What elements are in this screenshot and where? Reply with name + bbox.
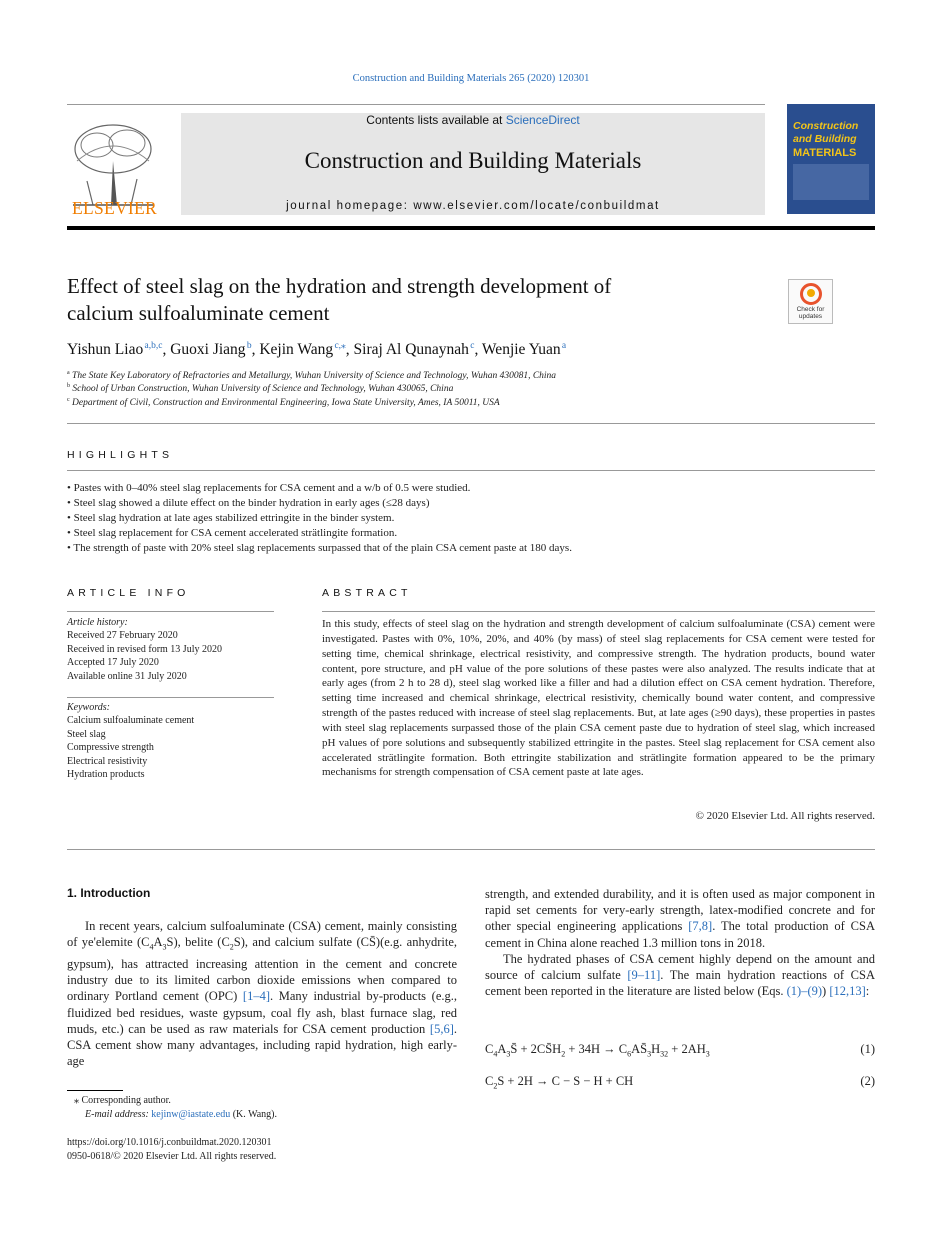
author-name[interactable]: Siraj Al Qunaynah	[353, 341, 469, 359]
equation-2: $C_2S + 2H \to C - S - H$ + CH (2)	[485, 1074, 875, 1091]
keyword: Calcium sulfoaluminate cement	[67, 715, 195, 727]
divider	[67, 470, 875, 471]
citation-link[interactable]: [12,13]	[829, 984, 866, 999]
intro-paragraph-2: strength, and extended durability, and it is often used as major component in rapid set cements for very-early strength, latex-modified concrete and for other special engineering applications [7,8]. The total production of CSA cement in China alone reached 1.3 million tons in 2018. The hydrated phases of CSA cement highly depend on the amount and source of calcium sulfate [9–11]. The main hydration reactions of CSA cement been reported in the literature are listed below (Eqs. (1)–(9)) [12,13]:	[485, 887, 875, 999]
author-affiliation-marker[interactable]: c	[470, 341, 475, 351]
divider	[67, 849, 875, 850]
journal-homepage[interactable]: journal homepage: www.elsevier.com/locate/conbuildmat	[286, 200, 660, 212]
divider	[67, 611, 274, 612]
author-affiliation-marker[interactable]: a	[561, 341, 567, 351]
citation-link[interactable]: [1–4]	[242, 989, 270, 1004]
equation-number: (1)	[860, 1042, 875, 1056]
highlight-item: • Pastes with 0–40% steel slag replacements for CSA cement and a w/b of 0.5 were studied.	[67, 482, 471, 494]
author-name[interactable]: Yishun Liao	[67, 341, 144, 359]
article-info-heading: ARTICLE INFO	[67, 587, 190, 599]
citation-link[interactable]: [7,8]	[688, 919, 713, 934]
keywords-label: Keywords:	[67, 702, 110, 713]
article-title: Effect of steel slag on the hydration and strength development of calcium sulfoaluminate cement	[67, 274, 612, 325]
sciencedirect-link[interactable]: ScienceDirect	[505, 113, 580, 127]
elsevier-wordmark: ELSEVIER	[71, 198, 158, 218]
author-affiliation-marker[interactable]: a,b,c	[144, 341, 163, 351]
intro-paragraph-3: The hydrated phases of CSA cement highly depend on the amount and source of calcium sulfate [9–11]. The main hydration reactions of CSA cement been reported in the literature are listed below (Eqs. (1)–(9)) [12,13]:	[485, 951, 875, 999]
author-affiliation-marker[interactable]: b	[246, 341, 252, 351]
intro-paragraph-1: In recent years, calcium sulfoaluminate (CSA) cement, mainly consisting of ye'elemite $(C_4A_3S)$, belite $(C_2S)$, and calcium sulfate (CS̄)(e.g. anhydrite, gypsum), has attracted increasing attention in the cement and concrete industry due to its limited carbon dioxide emissions when compared to ordinary Portland cement (OPC) [1–4]. Many industrial by-products (e.g., fluidized bed residues, waste gypsum, coal fly ash, blast furnace slag, red muds, etc.) can be used as raw materials for CSA cement production [5,6]. CSA cement show many advantages, including rapid hydration, high early-age	[67, 919, 457, 1069]
journal-title: Construction and Building Materials	[304, 148, 642, 173]
equation-1: $C_4A_3S̄$ + $2CS̄H_2 + 34H$ → $C_6AS̄_3H_{32} + 2AH_3$ (1)	[485, 1042, 875, 1059]
header-top-rule	[67, 104, 765, 105]
affiliation-c: $^c$ Department of Civil, Construction and Environmental Engineering, Iowa State University, Ames, IA 50011, USA	[67, 397, 500, 409]
doi-link[interactable]: https://doi.org/10.1016/j.conbuildmat.2020.120301	[67, 1137, 272, 1148]
footnote-rule	[67, 1090, 123, 1091]
abstract-heading: ABSTRACT	[322, 587, 412, 599]
highlights-heading: HIGHLIGHTS	[67, 449, 174, 461]
keyword: Steel slag	[67, 728, 106, 740]
history-received: Received 27 February 2020	[67, 630, 178, 642]
header-bottom-rule	[67, 226, 875, 230]
email-link[interactable]: kejinw@iastate.edu	[151, 1109, 231, 1120]
citation-link[interactable]: [9–11]	[627, 968, 661, 983]
equation-link[interactable]: (1)–(9)	[786, 984, 823, 999]
affiliation-b: $^b$ School of Urban Construction, Wuhan University of Science and Technology, Wuhan 430065, China	[67, 383, 454, 395]
highlight-item: • Steel slag hydration at late ages stabilized ettringite in the binder system.	[67, 512, 395, 524]
highlight-item: • Steel slag replacement for CSA cement accelerated strätlingite formation.	[67, 527, 398, 539]
journal-reference-link[interactable]: Construction and Building Materials 265 (2020) 120301	[352, 73, 590, 84]
journal-cover-image	[787, 104, 875, 214]
check-updates-label: Check for updates	[796, 306, 825, 320]
keyword: Electrical resistivity	[67, 755, 148, 767]
author-name[interactable]: Wenjie Yuan	[481, 341, 561, 359]
history-accepted: Accepted 17 July 2020	[67, 657, 159, 669]
issn-copyright: 0950-0618/© 2020 Elsevier Ltd. All rights reserved.	[67, 1151, 277, 1162]
author-affiliation-marker[interactable]: c,⁎	[334, 341, 346, 351]
contents-line	[181, 113, 765, 127]
cover-title-line3: MATERIALS	[793, 147, 857, 159]
highlight-item: • Steel slag showed a dilute effect on the binder hydration in early ages (≤28 days)	[67, 497, 430, 509]
abstract-copyright: © 2020 Elsevier Ltd. All rights reserved.	[695, 810, 875, 822]
cover-text-block	[793, 164, 869, 200]
author-name[interactable]: Guoxi Jiang	[170, 341, 246, 359]
divider	[322, 611, 875, 612]
keywords	[67, 701, 194, 781]
email-note: E-mail address: kejinw@iastate.edu (K. Wang).	[85, 1109, 277, 1120]
keyword: Hydration products	[67, 769, 145, 781]
affiliation-a: $^a$ The State Key Laboratory of Refractories and Metallurgy, Wuhan University of Science and Technology, Wuhan 430081, China	[67, 370, 557, 382]
divider	[67, 423, 875, 424]
corresponding-author-note: ⁎ Corresponding author.	[74, 1095, 171, 1106]
journal-banner	[181, 113, 765, 215]
article-history-label: Article history:	[67, 617, 128, 628]
author-list: Yishun Liao $^{a,b,c}$, Guoxi Jiang $^b$, Kejin Wang $^{c,⁎}$, Siraj Al Qunaynah $^c$, Wenjie Yuan $^a$	[67, 341, 567, 359]
divider	[67, 697, 274, 698]
abstract-text: In this study, effects of steel slag on the hydration and strength development of calcium sulfoaluminate (CSA) cement were investigated. Pastes with 0%, 10%, 20%, and 40% (by mass) of steel slag replacements for CSA cement were tested for setting time, chemical shrinkage, electrical resistivity, and compressive strength. The hydration products, bound water content, pore structure, and pH value of the pore solutions of these pastes were also analyzed. The results indicate that at early ages (from 2 h to 28 d), steel slag worked like a filler and had a dilution effect on CSA cement hydration. Therefore, setting time increased and chemical shrinkage, electrical resistivity, chemically bound water content, and compressive strength of the pastes reduced with increase of steel slag replacements. But, at late ages (≥90 days), these properties in pastes with steel slag replacements surpassed those of the plain CSA cement paste due to hydration of steel slag, which increased pH values of pore solutions and subsequently stabilized ettringite in the pastes. Steel slag replacement for CSA cement also accelerated strätlingite formation. Both ettringite stabilization and strätlingite formation appeared to be the primary mechanisms for strength compensation of CSA cement paste at late ages.	[322, 618, 875, 779]
contents-prefix: Contents lists available at	[366, 113, 506, 127]
check-updates-icon-dot	[807, 289, 815, 297]
keyword: Compressive strength	[67, 742, 154, 754]
cover-title-line1: Construction and Building	[793, 120, 859, 145]
history-revised: Received in revised form 13 July 2020	[67, 643, 222, 655]
highlight-item: • The strength of paste with 20% steel slag replacements surpassed that of the plain CSA cement paste at 180 days.	[67, 542, 572, 554]
history-online: Available online 31 July 2020	[67, 670, 187, 682]
equation-number: (2)	[860, 1074, 875, 1088]
introduction-heading: 1. Introduction	[67, 886, 151, 900]
article-history	[67, 616, 222, 683]
author-name[interactable]: Kejin Wang	[259, 341, 334, 359]
check-for-updates-button[interactable]	[788, 279, 833, 324]
citation-link[interactable]: [5,6]	[429, 1021, 454, 1036]
